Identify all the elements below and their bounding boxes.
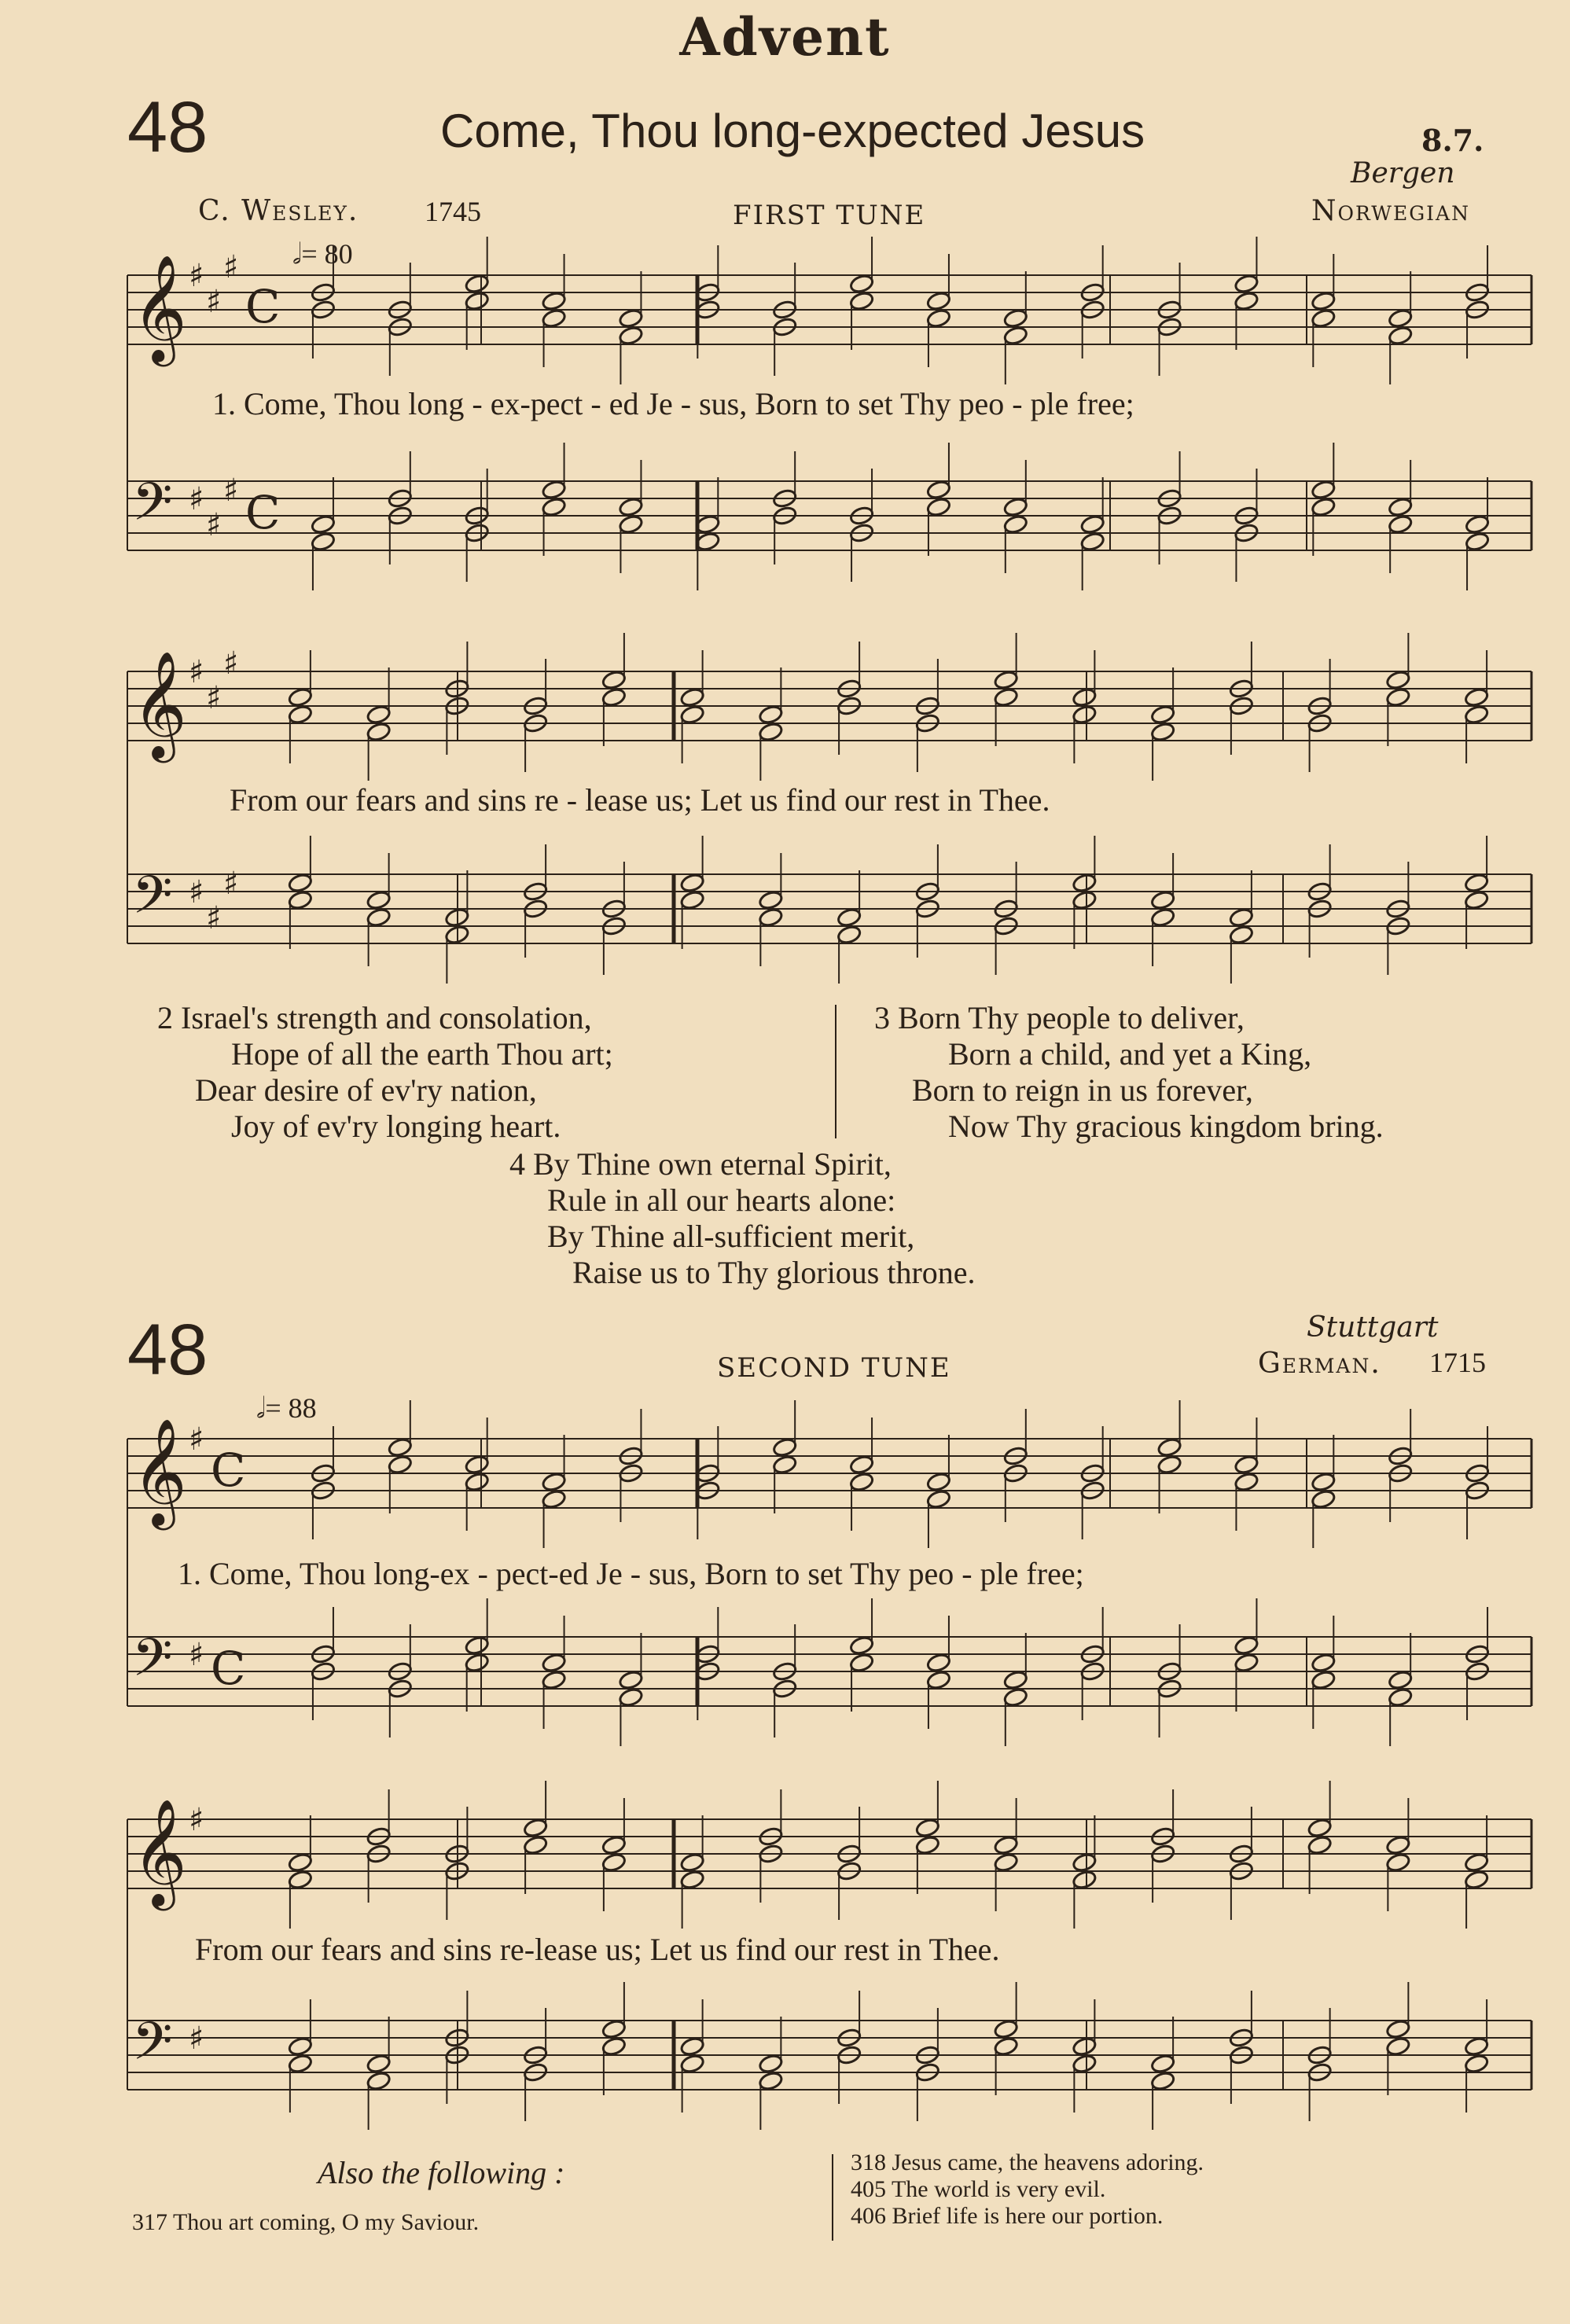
note-head	[618, 497, 643, 517]
note-head	[758, 722, 783, 742]
note-head	[464, 1653, 489, 1673]
note-head	[1385, 2036, 1410, 2057]
note-head	[1307, 1835, 1332, 1855]
note-head	[1234, 1653, 1259, 1673]
note-head	[464, 291, 489, 311]
sharp-icon: ♯	[206, 284, 222, 320]
note-head	[464, 1454, 489, 1475]
note-head	[1465, 531, 1490, 552]
note-head	[601, 1852, 627, 1873]
hymn-number: 48	[127, 87, 208, 167]
sharp-icon: ♯	[189, 1637, 204, 1673]
note-head	[679, 1870, 704, 1890]
note-head	[1150, 907, 1175, 928]
verse-line: Raise us to Thy glorious throne.	[572, 1255, 976, 1290]
note-head	[836, 925, 862, 945]
bass-clef-icon: 𝄢	[132, 865, 173, 938]
lyric-line: 1. Come, Thou long - ex-pect - ed Je - sus, Born to set Thy peo - ple free;	[212, 386, 1134, 421]
note-head	[1464, 1870, 1489, 1890]
note-head	[1388, 1687, 1413, 1708]
note-head	[926, 497, 951, 517]
note-head	[915, 1835, 940, 1855]
note-head	[601, 670, 627, 690]
note-head	[1311, 308, 1336, 329]
verse-line: Hope of all the earth Thou art;	[231, 1036, 613, 1072]
verse-line: Born to reign in us forever,	[912, 1072, 1253, 1108]
lyric-line: From our fears and sins re - lease us; Let us find our rest in Thee.	[230, 782, 1050, 818]
verse-line: Now Thy gracious kingdom bring.	[948, 1109, 1384, 1144]
sharp-icon: ♯	[189, 1421, 204, 1458]
note-head	[541, 1653, 566, 1673]
note-head	[758, 2071, 783, 2091]
sharp-icon: ♯	[223, 249, 239, 285]
note-head	[618, 325, 643, 346]
verse-line: 2 Israel's strength and consolation,	[157, 1000, 592, 1035]
note-head	[1072, 1870, 1097, 1890]
note-head	[1150, 2054, 1175, 2074]
note-head	[1150, 722, 1175, 742]
section-heading: Advent	[679, 6, 891, 68]
note-head	[993, 2036, 1018, 2057]
note-head	[288, 704, 313, 725]
note-head	[541, 1489, 566, 1509]
note-head	[679, 687, 704, 708]
note-head	[1311, 1653, 1336, 1673]
tune-origin-second: German.	[1258, 1348, 1381, 1380]
note-head	[288, 873, 313, 893]
note-head	[1385, 687, 1410, 708]
note-head	[288, 1852, 313, 1873]
note-head	[926, 291, 951, 311]
verse-line: By Thine all-sufficient merit,	[547, 1219, 915, 1254]
time-signature: C	[211, 1443, 246, 1497]
tune-origin-year: 1715	[1429, 1347, 1486, 1378]
also-item: 317 Thou art coming, O my Saviour.	[132, 2209, 480, 2235]
note-head	[849, 291, 874, 311]
note-head	[1072, 2054, 1097, 2074]
note-head	[366, 722, 391, 742]
also-item: 405 The world is very evil.	[851, 2176, 1106, 2202]
note-head	[1311, 1489, 1336, 1509]
note-head	[366, 907, 391, 928]
note-head	[1156, 1437, 1182, 1458]
hymn-title: Come, Thou long-expected Jesus	[440, 105, 1145, 157]
note-head	[1150, 704, 1175, 725]
note-head	[618, 308, 643, 329]
tempo-mark: 𝅗𝅥= 80	[292, 238, 353, 270]
note-head	[1311, 480, 1336, 500]
verse-line: Rule in all our hearts alone:	[547, 1182, 896, 1218]
meter: 8.7.	[1421, 123, 1484, 158]
note-head	[1385, 670, 1410, 690]
note-head	[1003, 325, 1028, 346]
treble-clef-icon: 𝄞	[132, 1797, 187, 1906]
note-head	[523, 1818, 548, 1838]
note-head	[1464, 2036, 1489, 2057]
time-signature: C	[245, 486, 281, 539]
note-head	[601, 1835, 627, 1855]
note-head	[1229, 925, 1254, 945]
note-head	[679, 873, 704, 893]
note-head	[926, 1489, 951, 1509]
verse-line: Dear desire of ev'ry nation,	[195, 1072, 537, 1108]
note-head	[679, 704, 704, 725]
note-head	[1311, 291, 1336, 311]
note-head	[1388, 497, 1413, 517]
note-head	[311, 531, 336, 552]
note-head	[1385, 2019, 1410, 2039]
note-head	[366, 704, 391, 725]
sharp-icon: ♯	[223, 645, 239, 682]
note-head	[1072, 704, 1097, 725]
note-head	[541, 308, 566, 329]
note-head	[388, 1454, 413, 1475]
note-head	[464, 1635, 489, 1656]
sharp-icon: ♯	[223, 473, 239, 509]
note-head	[1388, 325, 1413, 346]
sharp-icon: ♯	[206, 680, 222, 716]
note-head	[1234, 291, 1259, 311]
note-head	[993, 1835, 1018, 1855]
note-head	[541, 1472, 566, 1492]
note-head	[679, 890, 704, 910]
note-head	[1003, 1687, 1028, 1708]
note-head	[1003, 308, 1028, 329]
note-head	[1234, 1472, 1259, 1492]
note-head	[1464, 687, 1489, 708]
author: C. Wesley.	[198, 195, 359, 227]
note-head	[1072, 890, 1097, 910]
tune-name-second: Stuttgart	[1307, 1311, 1439, 1344]
note-head	[836, 907, 862, 928]
tune-name: Bergen	[1351, 157, 1455, 189]
treble-clef-icon: 𝄞	[132, 649, 187, 758]
note-head	[464, 1472, 489, 1492]
note-head	[541, 480, 566, 500]
sharp-icon: ♯	[206, 900, 222, 936]
time-signature: C	[245, 280, 281, 333]
note-head	[1307, 1818, 1332, 1838]
half-note-icon: 𝅗𝅥	[292, 238, 302, 270]
note-head	[1003, 497, 1028, 517]
note-head	[849, 1454, 874, 1475]
tune-label-second: SECOND TUNE	[717, 1352, 951, 1384]
tune-label: FIRST TUNE	[733, 200, 926, 231]
note-head	[618, 1670, 643, 1690]
note-head	[1072, 873, 1097, 893]
note-head	[758, 2054, 783, 2074]
note-head	[758, 907, 783, 928]
lyric-line: 1. Come, Thou long-ex - pect-ed Je - sus, Born to set Thy peo - ple free;	[178, 1556, 1084, 1591]
note-head	[1464, 873, 1489, 893]
note-head	[1072, 687, 1097, 708]
verse-line: 4 By Thine own eternal Spirit,	[509, 1146, 892, 1182]
note-head	[993, 670, 1018, 690]
note-head	[679, 2054, 704, 2074]
note-head	[1465, 514, 1490, 535]
note-head	[288, 1870, 313, 1890]
author-year: 1745	[425, 196, 481, 227]
note-head	[1388, 1670, 1413, 1690]
sharp-icon: ♯	[189, 2021, 204, 2057]
note-head	[601, 2019, 627, 2039]
note-head	[758, 890, 783, 910]
sharp-icon: ♯	[223, 866, 239, 902]
note-head	[849, 1653, 874, 1673]
note-head	[679, 1852, 704, 1873]
sharp-icon: ♯	[189, 1802, 204, 1838]
also-item: 318 Jesus came, the heavens adoring.	[851, 2149, 1204, 2175]
note-head	[1311, 1472, 1336, 1492]
also-item: 406 Brief life is here our portion.	[851, 2203, 1164, 2229]
note-head	[1234, 274, 1259, 294]
treble-clef-icon: 𝄞	[132, 253, 187, 362]
note-head	[915, 1818, 940, 1838]
note-head	[1311, 497, 1336, 517]
note-head	[772, 1454, 797, 1475]
note-head	[288, 2054, 313, 2074]
verse-line: Joy of ev'ry longing heart.	[231, 1109, 561, 1144]
note-head	[1079, 531, 1105, 552]
tempo-mark-second: 𝅗𝅥= 88	[256, 1392, 317, 1424]
note-head	[388, 1437, 413, 1458]
note-head	[366, 2071, 391, 2091]
sharp-icon: ♯	[189, 258, 204, 294]
note-head	[1072, 1852, 1097, 1873]
note-head	[366, 2054, 391, 2074]
note-head	[1229, 907, 1254, 928]
note-head	[926, 308, 951, 329]
note-head	[1464, 890, 1489, 910]
note-head	[1234, 1635, 1259, 1656]
note-head	[464, 274, 489, 294]
verse-line: Born a child, and yet a King,	[948, 1036, 1312, 1072]
note-head	[1150, 890, 1175, 910]
note-head	[1388, 514, 1413, 535]
note-head	[993, 687, 1018, 708]
note-head	[993, 2019, 1018, 2039]
sharp-icon: ♯	[189, 874, 204, 910]
note-head	[1464, 2054, 1489, 2074]
note-head	[618, 1687, 643, 1708]
also-heading: Also the following :	[318, 2155, 565, 2190]
note-head	[541, 291, 566, 311]
sharp-icon: ♯	[189, 654, 204, 690]
note-head	[679, 2036, 704, 2057]
note-head	[601, 2036, 627, 2057]
note-head	[926, 1670, 951, 1690]
note-head	[366, 890, 391, 910]
lyric-line: From our fears and sins re-lease us; Let us find our rest in Thee.	[195, 1932, 1000, 1967]
note-head	[288, 890, 313, 910]
verse-line: 3 Born Thy people to deliver,	[874, 1000, 1245, 1035]
note-head	[772, 1437, 797, 1458]
note-head	[849, 1635, 874, 1656]
note-head	[1388, 308, 1413, 329]
note-head	[541, 1670, 566, 1690]
note-head	[541, 497, 566, 517]
note-head	[1385, 1835, 1410, 1855]
note-head	[1003, 514, 1028, 535]
note-head	[1156, 1454, 1182, 1475]
note-head	[288, 687, 313, 708]
hymn-number-second: 48	[127, 1310, 208, 1390]
note-head	[1464, 1852, 1489, 1873]
note-head	[926, 1653, 951, 1673]
time-signature: C	[211, 1642, 246, 1695]
bass-clef-icon: 𝄢	[132, 1627, 173, 1701]
bass-clef-icon: 𝄢	[132, 2011, 173, 2084]
note-head	[1311, 1670, 1336, 1690]
note-head	[1003, 1670, 1028, 1690]
note-head	[758, 704, 783, 725]
treble-clef-icon: 𝄞	[132, 1417, 187, 1525]
note-head	[601, 687, 627, 708]
note-head	[849, 274, 874, 294]
sharp-icon: ♯	[206, 507, 222, 543]
note-head	[288, 2036, 313, 2057]
sharp-icon: ♯	[189, 481, 204, 517]
note-head	[311, 514, 336, 535]
note-head	[926, 1472, 951, 1492]
tune-origin: Norwegian	[1311, 195, 1470, 227]
half-note-icon: 𝅗𝅥	[256, 1392, 266, 1424]
note-head	[1150, 2071, 1175, 2091]
note-head	[1464, 704, 1489, 725]
note-head	[849, 1472, 874, 1492]
note-head	[993, 1852, 1018, 1873]
note-head	[523, 1835, 548, 1855]
note-head	[1234, 1454, 1259, 1475]
note-head	[1079, 514, 1105, 535]
note-head	[618, 514, 643, 535]
note-head	[1072, 2036, 1097, 2057]
note-head	[926, 480, 951, 500]
bass-clef-icon: 𝄢	[132, 472, 173, 545]
note-head	[1385, 1852, 1410, 1873]
